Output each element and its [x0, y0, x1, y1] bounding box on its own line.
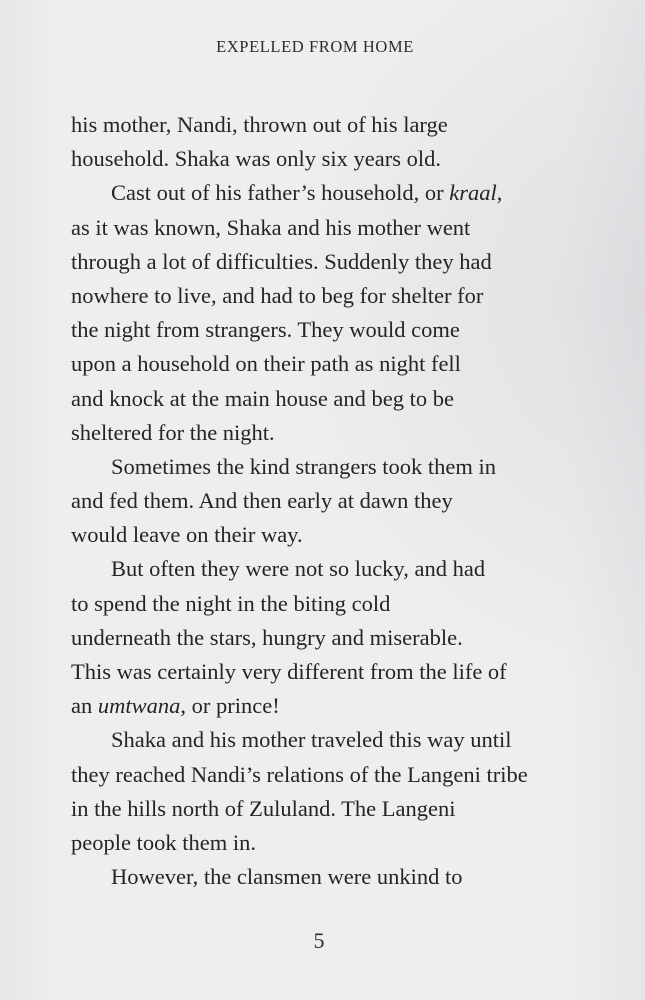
text-line-content: But often they were not so lucky, and had — [111, 556, 486, 582]
italic-term: umtwana — [97, 693, 181, 719]
body-text — [71, 108, 571, 894]
text-line-content: would leave on their way. — [71, 522, 303, 548]
text-line — [71, 723, 571, 757]
text-line — [71, 792, 571, 826]
text-line-content: people took them in. — [71, 829, 256, 855]
text-line-content: and knock at the main house and beg to be — [71, 385, 455, 411]
text-line — [71, 245, 571, 279]
text-line-content: This was certainly very different from the life of — [71, 659, 507, 684]
text-line — [71, 552, 571, 586]
text-line-content: his mother, Nandi, thrown out of his large — [71, 112, 448, 137]
text-line-content: as it was known, Shaka and his mother went — [71, 214, 471, 240]
page-number: 5 — [313, 928, 325, 953]
text-line-tail: , or prince! — [180, 693, 280, 719]
text-line — [71, 347, 571, 381]
text-line — [71, 484, 571, 518]
text-line-content: household. Shaka was only six years old. — [71, 146, 441, 172]
text-line-content: nowhere to live, and had to beg for shelter for — [71, 282, 484, 308]
text-line-content: and fed them. And then early at dawn they — [71, 488, 453, 514]
text-line — [71, 313, 571, 347]
text-line-content: underneath the stars, hungry and miserable. — [71, 624, 463, 650]
text-line-content: in the hills north of Zululand. The Langeni — [71, 795, 456, 821]
text-line-content: Cast out of his father’s household, or — [111, 180, 450, 206]
text-line-content: the night from strangers. They would come — [71, 317, 460, 343]
text-line — [71, 860, 571, 894]
text-line — [71, 450, 571, 484]
text-line-content: they reached Nandi’s relations of the Langeni tribe — [71, 761, 528, 787]
text-line-content: upon a household on their path as night fell — [71, 351, 461, 377]
text-line — [71, 587, 571, 621]
text-line-content: sheltered for the night. — [71, 419, 275, 445]
text-line — [71, 211, 571, 245]
text-line-content: However, the clansmen were unkind to — [111, 864, 463, 890]
text-line — [71, 416, 571, 450]
text-line — [71, 279, 571, 313]
text-line — [71, 758, 571, 792]
text-line-content: to spend the night in the biting cold — [71, 590, 391, 616]
italic-term: kraal — [449, 180, 497, 206]
text-line-content: Shaka and his mother traveled this way until — [111, 727, 512, 753]
text-line — [71, 655, 571, 689]
text-line-content: Sometimes the kind strangers took them in — [111, 453, 496, 479]
text-line-tail: , — [496, 180, 503, 206]
running-head: EXPELLED FROM HOME — [216, 37, 414, 56]
text-line-content: an — [71, 693, 98, 719]
text-line — [71, 142, 571, 176]
text-line — [71, 176, 571, 210]
text-line — [71, 382, 571, 416]
text-line — [71, 108, 571, 142]
text-line — [71, 621, 571, 655]
text-line — [71, 518, 571, 552]
text-line — [71, 826, 571, 860]
text-line-content: through a lot of difficulties. Suddenly they had — [71, 248, 492, 274]
text-line — [71, 689, 571, 723]
